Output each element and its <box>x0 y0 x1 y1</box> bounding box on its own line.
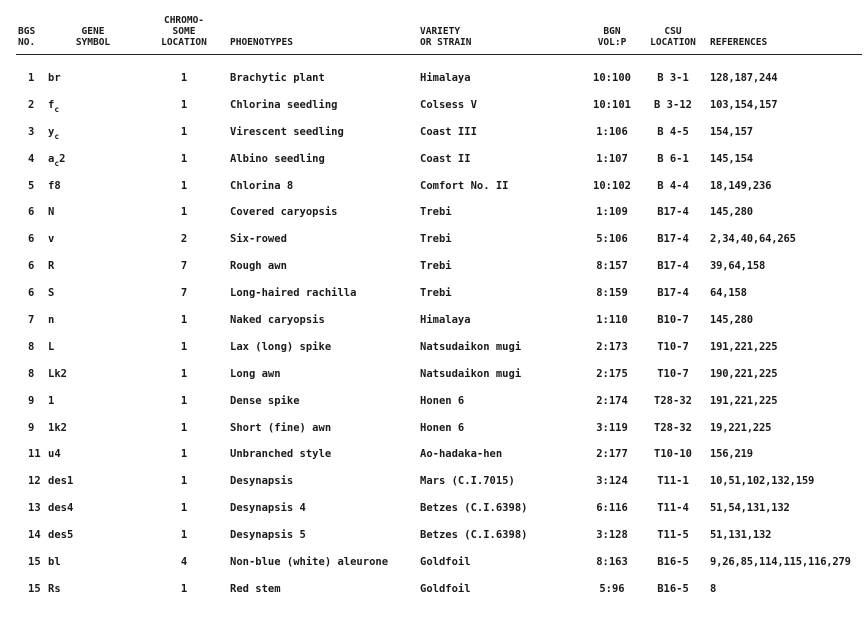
references: 51,54,131,132 <box>710 502 790 515</box>
references: 39,64,158 <box>710 260 766 273</box>
gene-symbol-base: des5 <box>48 529 74 542</box>
chromosome-location: 1 <box>180 529 188 542</box>
references: 10,51,102,132,159 <box>710 475 815 488</box>
table-row <box>16 145 862 172</box>
variety-strain: Coast III <box>420 125 477 138</box>
references: 19,221,225 <box>710 421 772 434</box>
bgs-number: 6 <box>28 233 35 246</box>
gene-symbol <box>46 414 140 441</box>
header-bgn-vol-p: BGN VOL:P <box>586 6 638 54</box>
chromosome-location: 1 <box>180 179 188 192</box>
gene-symbol <box>46 360 140 387</box>
gene-symbol <box>46 199 140 226</box>
bgs-number: 9 <box>28 421 35 434</box>
phenotype: Red stem <box>230 582 281 595</box>
variety-strain: Mars (C.I.7015) <box>420 475 515 488</box>
gene-symbol-base: y <box>48 125 55 138</box>
phenotype: Long-haired rachilla <box>230 287 357 300</box>
phenotype: Covered caryopsis <box>230 206 338 219</box>
chromosome-location: 1 <box>180 152 188 165</box>
table-row <box>16 118 862 145</box>
csu-location: B17-4 <box>657 206 689 219</box>
bgn-vol-page: 1:106 <box>596 125 628 138</box>
phenotype: Desynapsis <box>230 475 294 488</box>
chromosome-location: 4 <box>180 555 188 568</box>
bgs-number: 8 <box>28 340 35 353</box>
csu-location: B 4-4 <box>657 179 689 192</box>
csu-location: B 6-1 <box>657 152 689 165</box>
bgs-number: 1 <box>28 71 35 84</box>
chromosome-location: 1 <box>180 502 188 515</box>
table-row <box>16 226 862 253</box>
bgs-number: 15 <box>28 555 41 568</box>
gene-symbol <box>46 280 140 307</box>
gene-symbol-suffix: 2 <box>59 152 66 165</box>
gene-symbol-base: n <box>48 313 55 326</box>
header-variety-strain: VARIETY OR STRAIN <box>418 6 586 54</box>
bgs-number: 2 <box>28 98 35 111</box>
gene-symbol-subscript: c <box>54 158 60 168</box>
variety-strain: Trebi <box>420 260 452 273</box>
phenotype: Virescent seedling <box>230 125 344 138</box>
gene-symbol-base: 1 <box>48 394 55 407</box>
bgs-number: 6 <box>28 260 35 273</box>
chromosome-location: 1 <box>180 367 188 380</box>
table-row <box>16 199 862 226</box>
table-row <box>16 172 862 199</box>
variety-strain: Goldfoil <box>420 582 471 595</box>
bgn-vol-page: 8:163 <box>596 555 628 568</box>
gene-symbol <box>46 307 140 334</box>
bgs-number: 9 <box>28 394 35 407</box>
references: 128,187,244 <box>710 71 778 84</box>
chromosome-location: 7 <box>180 287 188 300</box>
csu-location: B16-5 <box>657 582 689 595</box>
variety-strain: Ao-hadaka-hen <box>420 448 503 461</box>
table-row <box>16 575 862 602</box>
gene-symbol <box>46 118 140 145</box>
csu-location: T10-7 <box>657 340 689 353</box>
phenotype: Unbranched style <box>230 448 332 461</box>
csu-location: T28-32 <box>654 421 692 434</box>
bgn-vol-page: 2:174 <box>596 394 628 407</box>
header-bgs-no: BGS NO. <box>16 6 46 54</box>
references: 8 <box>710 582 717 595</box>
gene-symbol-base: a <box>48 152 55 165</box>
bgs-number: 8 <box>28 367 35 380</box>
bgn-vol-page: 3:128 <box>596 529 628 542</box>
chromosome-location: 1 <box>180 448 188 461</box>
variety-strain: Goldfoil <box>420 555 471 568</box>
chromosome-location: 7 <box>180 260 188 273</box>
gene-symbol <box>46 172 140 199</box>
gene-symbol-base: S <box>48 287 55 300</box>
gene-symbol-base: 1k2 <box>48 421 67 434</box>
table-row <box>16 414 862 441</box>
references: 145,280 <box>710 313 753 326</box>
gene-stock-table <box>16 6 862 602</box>
bgn-vol-page: 5:106 <box>596 233 628 246</box>
variety-strain: Comfort No. II <box>420 179 509 192</box>
variety-strain: Betzes (C.I.6398) <box>420 502 528 515</box>
gene-symbol-base: bl <box>48 555 61 568</box>
variety-strain: Natsudaikon mugi <box>420 340 522 353</box>
csu-location: B 3-12 <box>654 98 692 111</box>
gene-symbol <box>46 226 140 253</box>
gene-symbol <box>46 522 140 549</box>
bgn-vol-page: 10:101 <box>593 98 631 111</box>
bgs-number: 4 <box>28 152 35 165</box>
variety-strain: Himalaya <box>420 313 471 326</box>
bgn-vol-page: 1:109 <box>596 206 628 219</box>
variety-strain: Trebi <box>420 233 452 246</box>
bgn-vol-page: 3:119 <box>596 421 628 434</box>
phenotype: Lax (long) spike <box>230 340 332 353</box>
bgs-number: 7 <box>28 313 35 326</box>
references: 64,158 <box>710 287 747 300</box>
table-row <box>16 441 862 468</box>
gene-symbol <box>46 549 140 576</box>
gene-symbol-base: R <box>48 260 55 273</box>
table-row <box>16 307 862 334</box>
chromosome-location: 1 <box>180 125 188 138</box>
header-gene-symbol: GENE SYMBOL <box>46 6 140 54</box>
bgs-number: 13 <box>28 502 41 515</box>
references: 2,34,40,64,265 <box>710 233 796 246</box>
phenotype: Desynapsis 4 <box>230 502 306 515</box>
references: 191,221,225 <box>710 394 778 407</box>
gene-symbol <box>46 54 140 91</box>
bgs-number: 12 <box>28 475 41 488</box>
bgn-vol-page: 10:102 <box>593 179 631 192</box>
chromosome-location: 1 <box>180 421 188 434</box>
chromosome-location: 1 <box>180 313 188 326</box>
bgn-vol-page: 2:177 <box>596 448 628 461</box>
gene-symbol-base: des1 <box>48 475 74 488</box>
variety-strain: Colsess V <box>420 98 477 111</box>
variety-strain: Coast II <box>420 152 471 165</box>
table-body <box>16 54 862 602</box>
table-row <box>16 91 862 118</box>
csu-location: T10-10 <box>654 448 692 461</box>
references: 145,154 <box>710 152 753 165</box>
table-row <box>16 360 862 387</box>
gene-symbol <box>46 91 140 118</box>
variety-strain: Himalaya <box>420 71 471 84</box>
chromosome-location: 1 <box>180 475 188 488</box>
csu-location: B17-4 <box>657 260 689 273</box>
bgs-number: 5 <box>28 179 35 192</box>
gene-symbol <box>46 495 140 522</box>
bgs-number: 6 <box>28 287 35 300</box>
chromosome-location: 1 <box>180 394 188 407</box>
phenotype: Short (fine) awn <box>230 421 332 434</box>
references: 9,26,85,114,115,116,279 <box>710 555 851 568</box>
gene-symbol <box>46 387 140 414</box>
table-row <box>16 522 862 549</box>
csu-location: T28-32 <box>654 394 692 407</box>
csu-location: T11-1 <box>657 475 689 488</box>
header-references: REFERENCES <box>708 6 862 54</box>
bgs-number: 11 <box>28 448 41 461</box>
bgn-vol-page: 1:110 <box>596 313 628 326</box>
gene-symbol-base: N <box>48 206 55 219</box>
csu-location: B16-5 <box>657 555 689 568</box>
table-row <box>16 549 862 576</box>
chromosome-location: 1 <box>180 71 188 84</box>
chromosome-location: 1 <box>180 340 188 353</box>
phenotype: Long awn <box>230 367 281 380</box>
gene-symbol-base: v <box>48 233 55 246</box>
table-row <box>16 333 862 360</box>
variety-strain: Trebi <box>420 287 452 300</box>
gene-symbol <box>46 575 140 602</box>
chromosome-location: 1 <box>180 582 188 595</box>
header-csu-location: CSU LOCATION <box>638 6 708 54</box>
variety-strain: Honen 6 <box>420 394 465 407</box>
bgn-vol-page: 10:100 <box>593 71 631 84</box>
gene-symbol-base: f8 <box>48 179 61 192</box>
bgn-vol-page: 5:96 <box>599 582 625 595</box>
gene-symbol-base: Lk2 <box>48 367 67 380</box>
csu-location: T11-4 <box>657 502 689 515</box>
csu-location: B 3-1 <box>657 71 689 84</box>
references: 191,221,225 <box>710 340 778 353</box>
csu-location: T11-5 <box>657 529 689 542</box>
gene-symbol-base: f <box>48 98 55 111</box>
chromosome-location: 2 <box>180 233 188 246</box>
variety-strain: Natsudaikon mugi <box>420 367 522 380</box>
gene-symbol-subscript: c <box>54 131 60 141</box>
references: 154,157 <box>710 125 753 138</box>
references: 156,219 <box>710 448 753 461</box>
references: 145,280 <box>710 206 753 219</box>
phenotype: Albino seedling <box>230 152 325 165</box>
header-phenotypes: PHOENOTYPES <box>228 6 418 54</box>
variety-strain: Honen 6 <box>420 421 465 434</box>
csu-location: B 4-5 <box>657 125 689 138</box>
csu-location: B17-4 <box>657 233 689 246</box>
table-row <box>16 495 862 522</box>
phenotype: Naked caryopsis <box>230 313 325 326</box>
table-row <box>16 280 862 307</box>
table-header <box>16 6 862 54</box>
gene-symbol-base: br <box>48 71 61 84</box>
phenotype: Brachytic plant <box>230 71 325 84</box>
gene-symbol-base: u4 <box>48 448 61 461</box>
gene-symbol <box>46 441 140 468</box>
table-row <box>16 387 862 414</box>
gene-symbol-base: L <box>48 340 55 353</box>
references: 18,149,236 <box>710 179 772 192</box>
gene-symbol <box>46 333 140 360</box>
csu-location: B10-7 <box>657 313 689 326</box>
bgn-vol-page: 6:116 <box>596 502 628 515</box>
variety-strain: Trebi <box>420 206 452 219</box>
phenotype: Six-rowed <box>230 233 287 246</box>
bgn-vol-page: 2:173 <box>596 340 628 353</box>
variety-strain: Betzes (C.I.6398) <box>420 529 528 542</box>
csu-location: T10-7 <box>657 367 689 380</box>
header-chromosome-location: CHROMO- SOME LOCATION <box>140 6 228 54</box>
references: 190,221,225 <box>710 367 778 380</box>
references: 103,154,157 <box>710 98 778 111</box>
table-row <box>16 54 862 91</box>
bgs-number: 6 <box>28 206 35 219</box>
csu-location: B17-4 <box>657 287 689 300</box>
bgn-vol-page: 1:107 <box>596 152 628 165</box>
gene-symbol <box>46 253 140 280</box>
bgn-vol-page: 2:175 <box>596 367 628 380</box>
bgn-vol-page: 8:159 <box>596 287 628 300</box>
bgn-vol-page: 3:124 <box>596 475 628 488</box>
bgs-number: 15 <box>28 582 41 595</box>
bgn-vol-page: 8:157 <box>596 260 628 273</box>
phenotype: Desynapsis 5 <box>230 529 306 542</box>
phenotype: Dense spike <box>230 394 300 407</box>
bgs-number: 14 <box>28 529 41 542</box>
phenotype: Chlorina seedling <box>230 98 338 111</box>
table-row <box>16 253 862 280</box>
chromosome-location: 1 <box>180 98 188 111</box>
gene-symbol-base: Rs <box>48 582 61 595</box>
table-row <box>16 468 862 495</box>
bgs-number: 3 <box>28 125 35 138</box>
phenotype: Rough awn <box>230 260 287 273</box>
phenotype: Chlorina 8 <box>230 179 294 192</box>
phenotype: Non-blue (white) aleurone <box>230 555 389 568</box>
gene-symbol-subscript: c <box>54 104 60 114</box>
gene-symbol <box>46 468 140 495</box>
gene-symbol <box>46 145 140 172</box>
references: 51,131,132 <box>710 529 772 542</box>
chromosome-location: 1 <box>180 206 188 219</box>
gene-symbol-base: des4 <box>48 502 74 515</box>
